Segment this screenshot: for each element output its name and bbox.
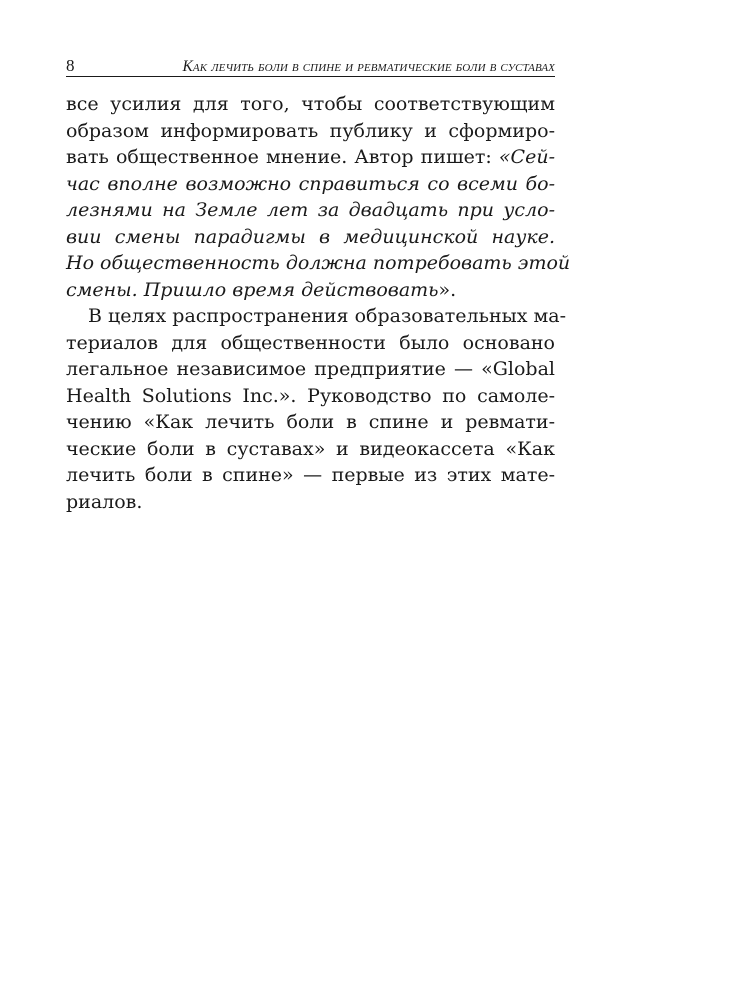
text-line: риалов. (66, 490, 143, 513)
paragraph-2 (66, 303, 567, 515)
text-line: В целях распространения образовательных ма- (88, 305, 567, 327)
body-text (66, 91, 571, 515)
quote-line: вии смены парадигмы в медицинской науке. (66, 225, 555, 248)
text-line: чению «Как лечить боли в спине и ревмати- (66, 411, 555, 433)
text-run: ». (438, 278, 457, 301)
quote-line: час вполне возможно справиться со всеми бо- (66, 172, 555, 195)
page-number: 8 (66, 56, 75, 75)
text-line: Health Solutions Inc.». Руководство по самоле- (66, 384, 555, 407)
quote-line: Но общественность должна потребовать этой (66, 252, 571, 274)
text-line: лечить боли в спине» — первые из этих мате- (66, 464, 555, 486)
text-line: легальное независимое предприятие — «Global (66, 358, 555, 380)
quote-line: лезнями на Земле лет за двадцать при усло- (66, 199, 555, 221)
text-line (66, 144, 555, 171)
text-line: териалов для общественности было основано (66, 331, 555, 354)
running-title: Как лечить боли в спине и ревматические боли в суставах (182, 58, 555, 75)
quote-run: «Сей- (498, 146, 555, 168)
text-line (66, 277, 555, 304)
paragraph-1 (66, 91, 571, 303)
text-line: ческие боли в суставах» и видеокассета «Как (66, 437, 555, 460)
text-line: образом информировать публику и сформиро- (66, 119, 555, 142)
quote-run: смены. Пришло время действовать (66, 278, 439, 301)
text-run: вать общественное мнение. Автор пишет: (66, 146, 499, 168)
text-line: все усилия для того, чтобы соответствующим (66, 93, 555, 115)
running-head (66, 56, 555, 77)
